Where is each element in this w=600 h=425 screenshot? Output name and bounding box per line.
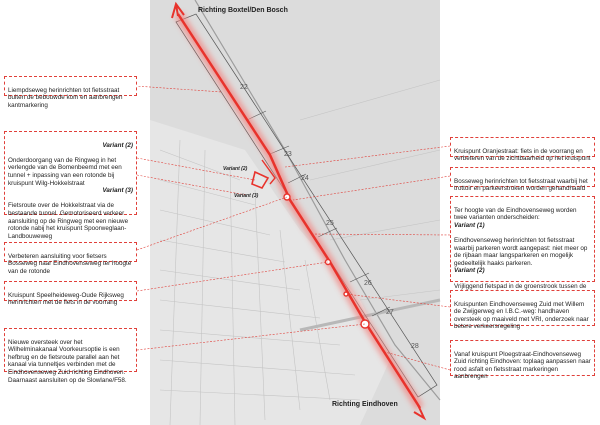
- annotation-text: Vanaf kruispunt Ploegstraat-Eindhovenseweg Zuid richting Eindhoven: toplaag aanpassen naar rood asfalt en fietsstraat markeringen aanbrengen: [454, 350, 591, 381]
- annotation-intro: Ter hoogte van de Eindhovenseweg worden twee varianten onderscheiden:: [454, 206, 577, 222]
- annotation-eindhovenseweg-variants: [450, 196, 595, 290]
- annotation-ploegstraat: [450, 340, 595, 381]
- segment-label: 24: [301, 175, 309, 182]
- annotation-text: Onderdoorgang van de Ringweg in het verlengde van de Bomenbeemd met een tunnel + inpassing van een rotonde bij kruispunt Wilg-Hokkelstraat: [8, 156, 122, 187]
- annotation-speelheideweg: [4, 281, 137, 307]
- direction-north-label: Richting Boxtel/Den Bosch: [198, 7, 288, 14]
- annotation-text: Nieuwe oversteek over het Wilhelminakanaal Voorkeursoptie is een hefbrug en de fietsroute parallel aan het kanaal via tunneltjes verbinden met de Eindhovenseweg Zuid richting Eindhoven. Daarnaast aansluiten op de Slowlane/F58.: [8, 338, 127, 384]
- annotation-bosseweg-fietsstraat: [450, 167, 595, 193]
- annotation-ringweg-variants: [4, 131, 137, 240]
- variant-heading: Variant (2): [454, 267, 485, 275]
- variant-label-2: Variant (2): [223, 166, 248, 172]
- annotation-oranjestraat: [450, 137, 595, 163]
- annotation-text: Kruispunten Eindhovenseweg Zuid met Willem de Zwijgerweg en I.B.C.-weg: handhaven oversteek op maaiveld met VRI, onderzoek naar betere verkeersregeling: [454, 300, 589, 331]
- direction-south-label: Richting Eindhoven: [332, 401, 398, 408]
- segment-label: 27: [386, 309, 394, 316]
- variant-label-3: Variant (3): [234, 193, 259, 199]
- variant-heading: Variant (1): [454, 221, 485, 229]
- annotation-text: Eindhovenseweg herinrichten tot fietsstraat waarbij parkeren wordt aangepast: niet meer op de rijbaan maar langsparkeren en mogelijk gedeeltelijk haaks parkeren.: [454, 236, 588, 267]
- annotation-text: Vrijliggend fietspad in de groenstrook tussen de: [454, 282, 587, 290]
- variant-heading: Variant (2): [102, 141, 133, 149]
- annotation-bosseweg-connection: [4, 242, 137, 275]
- segment-label: 22: [240, 84, 248, 91]
- annotation-liempdseweg: [4, 76, 137, 109]
- annotation-wilhelminakanaal: [4, 328, 137, 384]
- segment-label: 26: [364, 280, 372, 287]
- annotation-eindhovenseweg-zuid: [450, 290, 595, 331]
- segment-label: 28: [411, 343, 419, 350]
- annotation-text: Fietsroute over de Hokkelstraat via de bestaande tunnel. Gemotoriseerd verkeer aansluiting op de Ringweg met een nieuwe rotonde nabij het kruispunt Spoorweglaan-Landbouweweg: [8, 202, 129, 240]
- segment-label: 25: [326, 220, 334, 227]
- segment-label: 23: [284, 151, 292, 158]
- annotation-text: Kruispunt Oranjestraat: fiets in de voorrang en verbeteren van de zichtbaarheid op het kruispunt: [454, 147, 591, 163]
- annotation-text: Liempdseweg herinrichten tot fietsstraat buiten de bebouwde kom en aanbrengen kantmarkering: [8, 86, 123, 109]
- annotation-text: Verbeteren aansluiting voor fietsers Bosseweg naar Eindhovenseweg ter hoogte van de rotonde: [8, 252, 132, 275]
- annotation-text: Bosseweg herinrichten tot fietsstraat waarbij het trottoir en parkeerstroken worden gehandhaafd: [454, 177, 588, 193]
- variant-heading: Variant (3): [102, 187, 133, 195]
- annotation-text: Kruispunt Speelheideweg-Oude Rijksweg herinrichten met de fiets in de voorrang: [8, 291, 124, 307]
